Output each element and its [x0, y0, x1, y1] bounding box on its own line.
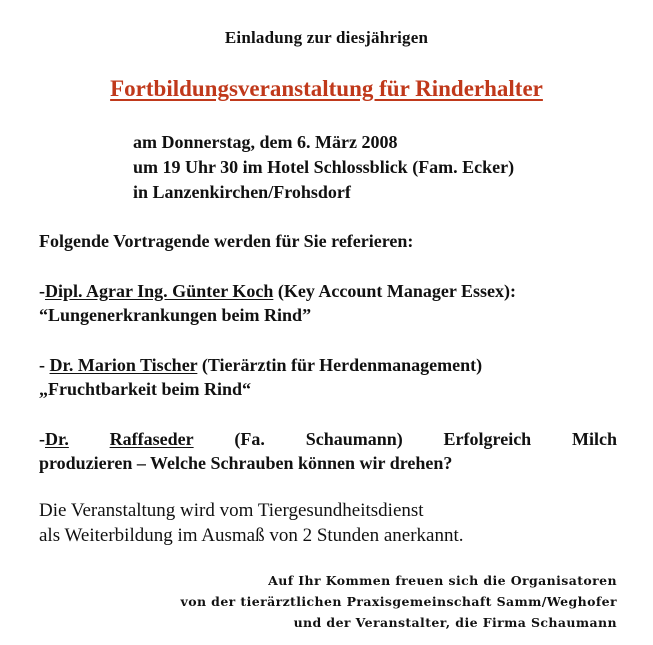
- organizers-line-3: und der Veranstalter, die Firma Schaumann: [293, 615, 617, 630]
- speaker-3-word-5: Erfolgreich: [443, 429, 532, 449]
- event-date: am Donnerstag, dem 6. März 2008: [133, 132, 398, 152]
- event-location: in Lanzenkirchen/Frohsdorf: [133, 182, 351, 202]
- speaker-2-line: [39, 355, 482, 376]
- speaker-3-talk: produzieren – Welche Schrauben können wir drehen?: [39, 453, 453, 473]
- speaker-3-name-title: Dr.: [45, 429, 69, 449]
- organizers-line-1: Auf Ihr Kommen freuen sich die Organisatoren: [268, 573, 617, 588]
- organizers-line-2: von der tierärztlichen Praxisgemeinschaft Samm/Weghofer: [180, 594, 617, 609]
- event-title: Fortbildungsveranstaltung für Rinderhalter: [110, 76, 543, 101]
- speaker-3-name-first: [39, 429, 69, 450]
- recognition-line-2: als Weiterbildung im Ausmaß von 2 Stunden anerkannt.: [39, 525, 464, 546]
- speaker-2-name: Dr. Marion Tischer: [49, 355, 198, 375]
- speaker-3-word-6: Milch: [572, 429, 617, 449]
- speaker-2-prefix: -: [39, 355, 50, 375]
- speaker-1-prefix: -: [39, 281, 45, 301]
- speaker-3-word-3: (Fa.: [234, 429, 265, 449]
- speaker-2-role: (Tierärztin für Herdenmanagement): [197, 355, 483, 375]
- speaker-1-talk: “Lungenerkrankungen beim Rind”: [39, 305, 312, 325]
- speaker-2-talk: „Fruchtbarkeit beim Rind“: [39, 379, 252, 399]
- speaker-3-line: [39, 429, 617, 450]
- speaker-3-name: Raffaseder: [109, 429, 194, 449]
- speaker-3-word-4: Schaumann): [305, 429, 403, 449]
- speaker-3-prefix: -: [39, 429, 45, 449]
- speakers-lead: Folgende Vortragende werden für Sie referieren:: [39, 231, 414, 251]
- speaker-1-role: (Key Account Manager Essex):: [273, 281, 516, 301]
- speaker-1-line: [39, 281, 516, 302]
- event-time-place: um 19 Uhr 30 im Hotel Schlossblick (Fam. Ecker): [133, 157, 515, 177]
- recognition-line-1: Die Veranstaltung wird vom Tiergesundheitsdienst: [39, 500, 424, 521]
- speaker-1-name: Dipl. Agrar Ing. Günter Koch: [45, 281, 274, 301]
- intro-line: Einladung zur diesjährigen: [224, 28, 429, 47]
